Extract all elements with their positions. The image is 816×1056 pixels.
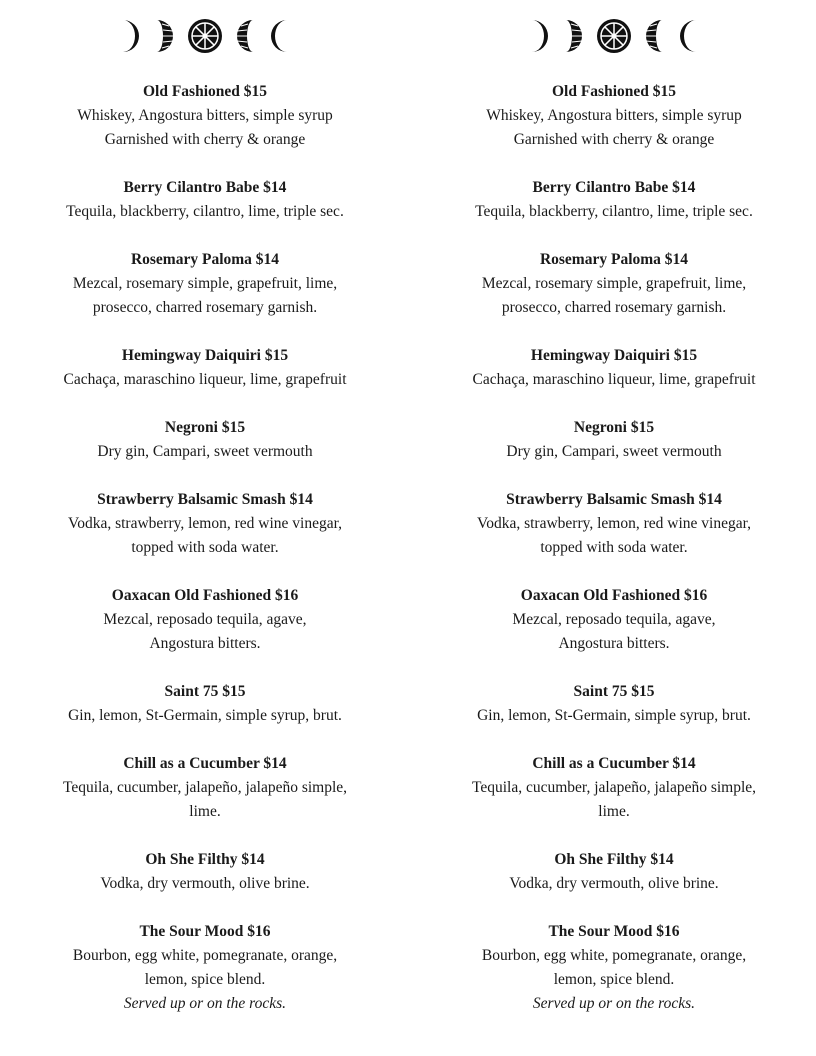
item-name: Strawberry Balsamic Smash $14 — [506, 491, 722, 508]
item-description: Cachaça, maraschino liqueur, lime, grapefruit — [472, 371, 756, 388]
menu-item-old-fashioned — [409, 80, 816, 152]
menu-item-the-sour-mood — [0, 920, 410, 1016]
item-description: Gin, lemon, St-Germain, simple syrup, brut. — [68, 707, 342, 724]
item-name: Negroni $15 — [164, 419, 246, 436]
moon-phase-header — [409, 16, 816, 56]
item-name: Strawberry Balsamic Smash $14 — [97, 491, 313, 508]
menu-item-saint-75 — [409, 680, 816, 728]
item-name: The Sour Mood $16 — [548, 923, 680, 940]
menu-item-chill-as-a-cucumber — [0, 752, 410, 824]
menu-item-negroni — [409, 416, 816, 464]
menu-item-hemingway-daiquiri — [0, 344, 410, 392]
item-name: Chill as a Cucumber $14 — [123, 755, 287, 772]
waning-gibbous-icon — [638, 18, 668, 54]
item-description: Dry gin, Campari, sweet vermouth — [506, 443, 722, 460]
menu-item-rosemary-paloma — [0, 248, 410, 320]
item-serving-note: Served up or on the rocks. — [532, 995, 696, 1012]
item-name: The Sour Mood $16 — [139, 923, 271, 940]
menu-item-old-fashioned — [0, 80, 410, 152]
waxing-crescent-icon — [526, 18, 554, 54]
citrus-slice-icon — [187, 18, 223, 54]
item-name: Oh She Filthy $14 — [145, 851, 265, 868]
item-description: Tequila, blackberry, cilantro, lime, triple sec. — [475, 203, 753, 220]
menu-item-chill-as-a-cucumber — [409, 752, 816, 824]
item-description: Tequila, cucumber, jalapeño, jalapeño simple, lime. — [471, 779, 757, 820]
menu-column-right — [409, 0, 816, 1040]
waxing-gibbous-icon — [560, 18, 590, 54]
item-description: Whiskey, Angostura bitters, simple syrup Garnished with cherry & orange — [77, 107, 333, 148]
item-name: Old Fashioned $15 — [142, 83, 268, 100]
item-description: Bourbon, egg white, pomegranate, orange, lemon, spice blend. — [72, 947, 338, 988]
cocktail-list — [0, 80, 410, 1016]
item-name: Oaxacan Old Fashioned $16 — [520, 587, 708, 604]
item-description: Vodka, dry vermouth, olive brine. — [509, 875, 719, 892]
item-description: Tequila, cucumber, jalapeño, jalapeño simple, lime. — [62, 779, 348, 820]
item-name: Negroni $15 — [573, 419, 655, 436]
item-description: Mezcal, reposado tequila, agave, Angostura bitters. — [103, 611, 307, 652]
menu-item-oh-she-filthy — [0, 848, 410, 896]
item-name: Oh She Filthy $14 — [554, 851, 674, 868]
item-name: Rosemary Paloma $14 — [539, 251, 689, 268]
item-name: Rosemary Paloma $14 — [130, 251, 280, 268]
item-name: Hemingway Daiquiri $15 — [530, 347, 698, 364]
cocktail-list — [409, 80, 816, 1016]
item-description: Cachaça, maraschino liqueur, lime, grapefruit — [63, 371, 347, 388]
menu-item-rosemary-paloma — [409, 248, 816, 320]
moon-phase-header — [0, 16, 410, 56]
menu-item-strawberry-balsamic-smash — [0, 488, 410, 560]
item-name: Berry Cilantro Babe $14 — [123, 179, 287, 196]
menu-item-berry-cilantro-babe — [409, 176, 816, 224]
item-description: Vodka, dry vermouth, olive brine. — [100, 875, 310, 892]
item-description: Dry gin, Campari, sweet vermouth — [97, 443, 313, 460]
menu-item-negroni — [0, 416, 410, 464]
waning-gibbous-icon — [229, 18, 259, 54]
item-description: Mezcal, rosemary simple, grapefruit, lime, prosecco, charred rosemary garnish. — [72, 275, 338, 316]
waxing-crescent-icon — [117, 18, 145, 54]
menu-item-strawberry-balsamic-smash — [409, 488, 816, 560]
item-description: Tequila, blackberry, cilantro, lime, triple sec. — [66, 203, 344, 220]
menu-item-hemingway-daiquiri — [409, 344, 816, 392]
citrus-slice-icon — [596, 18, 632, 54]
menu-item-oaxacan-old-fashioned — [409, 584, 816, 656]
item-name: Old Fashioned $15 — [551, 83, 677, 100]
item-description: Bourbon, egg white, pomegranate, orange, lemon, spice blend. — [481, 947, 747, 988]
item-description: Whiskey, Angostura bitters, simple syrup Garnished with cherry & orange — [486, 107, 742, 148]
waxing-gibbous-icon — [151, 18, 181, 54]
item-name: Saint 75 $15 — [164, 683, 246, 700]
item-name: Hemingway Daiquiri $15 — [121, 347, 289, 364]
menu-column-left — [0, 0, 410, 1040]
menu-item-oh-she-filthy — [409, 848, 816, 896]
item-name: Chill as a Cucumber $14 — [532, 755, 696, 772]
item-description: Mezcal, rosemary simple, grapefruit, lime, prosecco, charred rosemary garnish. — [481, 275, 747, 316]
item-name: Oaxacan Old Fashioned $16 — [111, 587, 299, 604]
item-description: Gin, lemon, St-Germain, simple syrup, brut. — [477, 707, 751, 724]
item-name: Berry Cilantro Babe $14 — [532, 179, 696, 196]
item-description: Vodka, strawberry, lemon, red wine vinegar, topped with soda water. — [477, 515, 751, 556]
item-description: Vodka, strawberry, lemon, red wine vinegar, topped with soda water. — [68, 515, 342, 556]
menu-item-the-sour-mood — [409, 920, 816, 1016]
item-name: Saint 75 $15 — [573, 683, 655, 700]
waning-crescent-icon — [265, 18, 293, 54]
menu-item-saint-75 — [0, 680, 410, 728]
item-description: Mezcal, reposado tequila, agave, Angostura bitters. — [512, 611, 716, 652]
menu-item-oaxacan-old-fashioned — [0, 584, 410, 656]
waning-crescent-icon — [674, 18, 702, 54]
item-serving-note: Served up or on the rocks. — [123, 995, 287, 1012]
menu-item-berry-cilantro-babe — [0, 176, 410, 224]
